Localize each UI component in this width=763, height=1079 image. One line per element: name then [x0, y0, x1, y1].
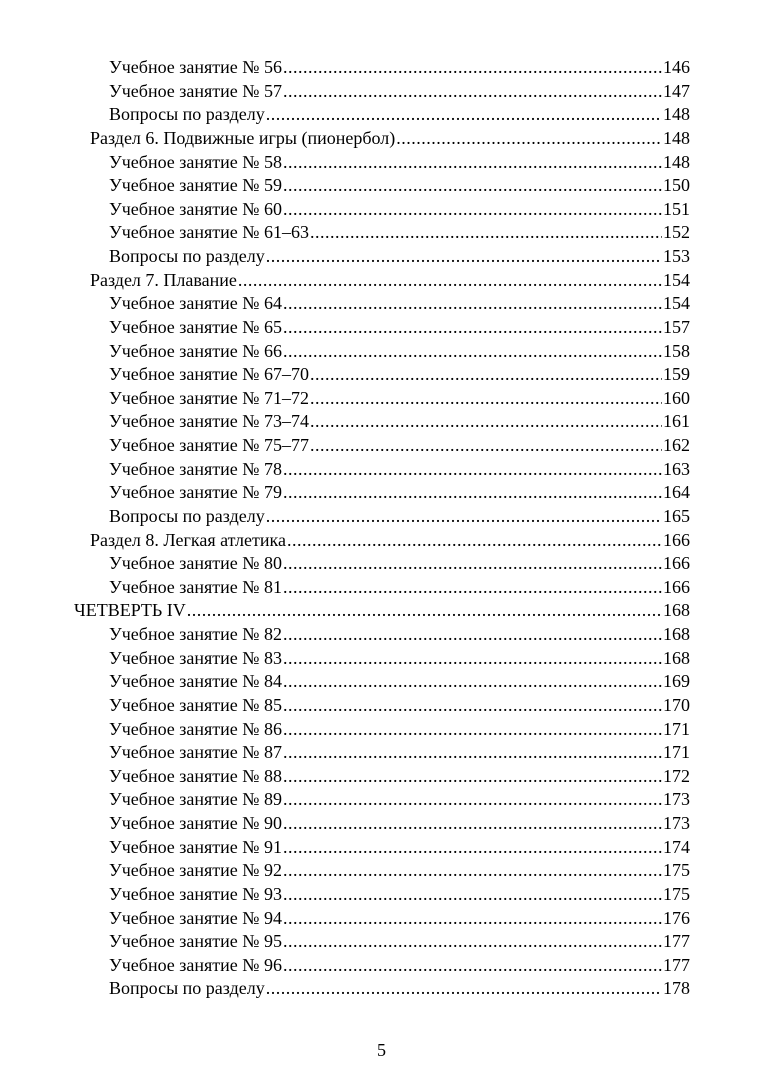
- toc-entry-line: [109, 859, 690, 883]
- dot-leader: [283, 788, 662, 812]
- toc-lesson-entry[interactable]: [109, 765, 763, 789]
- dot-leader: [283, 481, 662, 505]
- toc-entry-page-number: 172: [663, 765, 690, 786]
- toc-lesson-entry[interactable]: [109, 741, 763, 765]
- toc-entry-page-number: 166: [663, 529, 690, 550]
- toc-entry-line: [109, 198, 690, 222]
- dot-leader: [283, 907, 662, 931]
- toc-entry-page-number: 168: [663, 647, 690, 668]
- toc-entry-line: [109, 80, 690, 104]
- toc-entry-page-number: 173: [663, 789, 690, 810]
- toc-entry-title: Учебное занятие № 81: [109, 576, 282, 597]
- dot-leader: [238, 269, 662, 293]
- toc-entry-page-number: 148: [663, 104, 690, 125]
- toc-part-entry[interactable]: [74, 599, 763, 623]
- toc-entry-line: [109, 765, 690, 789]
- toc-entry-title: Вопросы по разделу: [109, 978, 265, 999]
- toc-entry-page-number: 174: [663, 836, 690, 857]
- toc-entry-line: [109, 552, 690, 576]
- toc-entry-page-number: 175: [663, 860, 690, 881]
- toc-entry-page-number: 147: [663, 80, 690, 101]
- dot-leader: [187, 599, 662, 623]
- toc-entry-line: [109, 718, 690, 742]
- toc-entry-title: Учебное занятие № 91: [109, 836, 282, 857]
- dot-leader: [283, 198, 662, 222]
- dot-leader: [283, 930, 662, 954]
- dot-leader: [266, 977, 662, 1001]
- toc-entry-line: [109, 954, 690, 978]
- toc-entry-page-number: 161: [663, 411, 690, 432]
- dot-leader: [283, 458, 662, 482]
- toc-lesson-entry[interactable]: [109, 80, 763, 104]
- toc-entry-title: Вопросы по разделу: [109, 505, 265, 526]
- toc-entry-page-number: 162: [663, 435, 690, 455]
- toc-entry-line: [90, 269, 690, 293]
- toc-lesson-entry[interactable]: [109, 788, 763, 812]
- toc-lesson-entry[interactable]: [109, 245, 763, 269]
- toc-entry-line: [109, 481, 690, 505]
- toc-lesson-entry[interactable]: [109, 103, 763, 127]
- toc-entry-line: [109, 741, 690, 765]
- toc-lesson-entry[interactable]: [109, 954, 763, 978]
- toc-entry-title: Вопросы по разделу: [109, 104, 265, 125]
- toc-entry-line: [109, 907, 690, 931]
- toc-lesson-entry[interactable]: [109, 552, 763, 576]
- dot-leader: [283, 883, 662, 907]
- toc-entry-title: Учебное занятие № 88: [109, 765, 282, 786]
- toc-lesson-entry[interactable]: [109, 458, 763, 482]
- toc-entry-title: Учебное занятие № 89: [109, 789, 282, 810]
- toc-lesson-entry[interactable]: [109, 410, 763, 434]
- dot-leader: [283, 174, 662, 198]
- toc-entry-line: [109, 977, 690, 1001]
- toc-section-entry[interactable]: [90, 127, 763, 151]
- dot-leader: [283, 623, 662, 647]
- toc-entry-title: ЧЕТВЕРТЬ IV: [74, 600, 186, 621]
- toc-entry-page-number: 154: [663, 269, 690, 290]
- toc-entry-line: [109, 788, 690, 812]
- toc-entry-title: Учебное занятие № 92: [109, 860, 282, 881]
- toc-entry-title: Учебное занятие № 60: [109, 198, 282, 219]
- toc-entry-title: Учебное занятие № 64: [109, 293, 282, 314]
- page-number: 5: [377, 1040, 386, 1060]
- toc-entry-title: Учебное занятие № 86: [109, 718, 282, 739]
- toc-entry-line: [109, 174, 690, 198]
- toc-entry-title: Учебное занятие № 80: [109, 553, 282, 574]
- toc-lesson-entry[interactable]: [109, 363, 763, 387]
- toc-entry-title: Учебное занятие № 67–70: [109, 364, 309, 385]
- toc-entry-page-number: 177: [663, 931, 690, 952]
- toc-entry-line: [109, 103, 690, 127]
- toc-entry-line: [109, 647, 690, 671]
- dot-leader: [283, 954, 662, 978]
- toc-lesson-entry[interactable]: [109, 930, 763, 954]
- toc-entry-line: [109, 458, 690, 482]
- toc-entry-line: [109, 151, 690, 175]
- toc-lesson-entry[interactable]: [109, 316, 763, 340]
- toc-entry-page-number: 178: [663, 978, 690, 999]
- dot-leader: [283, 647, 662, 671]
- dot-leader: [396, 127, 662, 151]
- toc-entry-page-number: 168: [663, 624, 690, 644]
- toc-lesson-entry[interactable]: [109, 481, 763, 505]
- toc-entry-title: Раздел 7. Плавание: [90, 269, 237, 290]
- dot-leader: [283, 552, 662, 576]
- dot-leader: [266, 103, 662, 127]
- toc-entry-page-number: 159: [663, 364, 690, 385]
- toc-entry-line: [109, 694, 690, 718]
- toc-entry-page-number: 157: [663, 316, 690, 337]
- toc-lesson-entry[interactable]: [109, 977, 763, 1001]
- toc-entry-page-number: 148: [663, 151, 690, 172]
- dot-leader: [283, 765, 662, 789]
- toc-lesson-entry[interactable]: [109, 836, 763, 860]
- toc-entry-title: Учебное занятие № 95: [109, 931, 282, 952]
- toc-entry-page-number: 177: [663, 954, 690, 975]
- toc-entry-title: Учебное занятие № 58: [109, 151, 282, 172]
- toc-entry-line: [109, 623, 690, 647]
- toc-entry-line: [109, 930, 690, 954]
- toc-lesson-entry[interactable]: [109, 694, 763, 718]
- toc-entry-page-number: 160: [663, 387, 690, 408]
- dot-leader: [266, 505, 662, 529]
- toc-lesson-entry[interactable]: [109, 221, 763, 245]
- toc-entry-line: [109, 505, 690, 529]
- toc-entry-page-number: 154: [663, 293, 690, 314]
- toc-entry-line: [109, 670, 690, 694]
- toc-entry-page-number: 166: [663, 553, 690, 574]
- toc-entry-title: Учебное занятие № 78: [109, 458, 282, 479]
- toc-entry-line: [74, 599, 690, 623]
- toc-entry-page-number: 151: [663, 198, 690, 219]
- toc-entry-title: Учебное занятие № 96: [109, 954, 282, 975]
- toc-entry-title: Учебное занятие № 87: [109, 742, 282, 763]
- toc-section-entry[interactable]: [90, 269, 763, 293]
- toc-entry-page-number: 169: [663, 671, 690, 692]
- toc-entry-title: Учебное занятие № 93: [109, 883, 282, 904]
- toc-lesson-entry[interactable]: [109, 718, 763, 742]
- toc-entry-page-number: 150: [663, 175, 690, 196]
- toc-entry-title: Учебное занятие № 61–63: [109, 222, 309, 243]
- toc-entry-line: [109, 316, 690, 340]
- toc-entry-page-number: 175: [663, 883, 690, 904]
- dot-leader: [283, 812, 662, 836]
- toc-entry-title: Учебное занятие № 94: [109, 907, 282, 928]
- toc-entry-line: [109, 56, 690, 80]
- toc-entry-page-number: 163: [663, 458, 690, 479]
- toc-lesson-entry[interactable]: [109, 859, 763, 883]
- toc-entry-title: Раздел 8. Легкая атлетика: [90, 529, 286, 550]
- dot-leader: [310, 387, 662, 411]
- dot-leader: [283, 576, 662, 600]
- dot-leader: [310, 363, 662, 387]
- toc-entry-page-number: 152: [663, 222, 690, 243]
- toc-entry-title: Вопросы по разделу: [109, 246, 265, 266]
- toc-entry-page-number: 164: [663, 482, 690, 503]
- toc-entry-title: Учебное занятие № 85: [109, 694, 282, 715]
- toc-entry-line: [109, 434, 690, 458]
- toc-entry-page-number: 170: [663, 694, 690, 715]
- dot-leader: [283, 151, 662, 175]
- toc-entry-line: [109, 340, 690, 364]
- toc-entry-title: Учебное занятие № 83: [109, 647, 282, 668]
- toc-entry-title: Учебное занятие № 57: [109, 80, 282, 101]
- toc-entry-line: [109, 292, 690, 316]
- toc-entry-title: Учебное занятие № 90: [109, 813, 282, 833]
- dot-leader: [310, 434, 662, 458]
- dot-leader: [266, 245, 662, 269]
- toc-entry-line: [109, 245, 690, 269]
- toc-entry-page-number: 171: [663, 718, 690, 739]
- toc-entry-line: [90, 127, 690, 151]
- toc-entry-page-number: 158: [663, 340, 690, 361]
- dot-leader: [283, 316, 662, 340]
- toc-entry-page-number: 146: [663, 57, 690, 77]
- table-of-contents: [0, 56, 763, 1001]
- toc-entry-line: [109, 410, 690, 434]
- toc-lesson-entry[interactable]: [109, 340, 763, 364]
- dot-leader: [283, 292, 662, 316]
- toc-entry-line: [90, 529, 690, 553]
- toc-lesson-entry[interactable]: [109, 576, 763, 600]
- toc-lesson-entry[interactable]: [109, 670, 763, 694]
- toc-entry-line: [109, 836, 690, 860]
- toc-entry-page-number: 153: [663, 246, 690, 266]
- toc-entry-title: Учебное занятие № 73–74: [109, 411, 309, 432]
- dot-leader: [283, 670, 662, 694]
- toc-lesson-entry[interactable]: [109, 434, 763, 458]
- toc-entry-line: [109, 387, 690, 411]
- toc-lesson-entry[interactable]: [109, 647, 763, 671]
- toc-entry-title: Учебное занятие № 65: [109, 316, 282, 337]
- toc-lesson-entry[interactable]: [109, 907, 763, 931]
- dot-leader: [310, 221, 662, 245]
- dot-leader: [283, 859, 662, 883]
- toc-entry-line: [109, 363, 690, 387]
- toc-entry-line: [109, 883, 690, 907]
- toc-entry-line: [109, 576, 690, 600]
- toc-entry-title: Учебное занятие № 71–72: [109, 387, 309, 408]
- toc-lesson-entry[interactable]: [109, 151, 763, 175]
- toc-entry-page-number: 165: [663, 505, 690, 526]
- toc-entry-title: Учебное занятие № 82: [109, 624, 282, 644]
- toc-section-entry[interactable]: [90, 529, 763, 553]
- toc-entry-title: Учебное занятие № 79: [109, 482, 282, 503]
- toc-entry-page-number: 148: [663, 127, 690, 148]
- toc-entry-title: Раздел 6. Подвижные игры (пионербол): [90, 127, 396, 148]
- toc-lesson-entry[interactable]: [109, 174, 763, 198]
- toc-entry-line: [109, 221, 690, 245]
- dot-leader: [283, 718, 662, 742]
- dot-leader: [283, 340, 662, 364]
- toc-entry-page-number: 166: [663, 576, 690, 597]
- dot-leader: [283, 836, 662, 860]
- dot-leader: [283, 80, 662, 104]
- toc-lesson-entry[interactable]: [109, 505, 763, 529]
- toc-entry-page-number: 176: [663, 907, 690, 928]
- toc-entry-title: Учебное занятие № 84: [109, 671, 282, 692]
- dot-leader: [287, 529, 662, 553]
- toc-entry-title: Учебное занятие № 59: [109, 175, 282, 196]
- toc-entry-title: Учебное занятие № 66: [109, 340, 282, 361]
- toc-entry-title: Учебное занятие № 75–77: [109, 435, 309, 455]
- toc-lesson-entry[interactable]: [109, 883, 763, 907]
- toc-lesson-entry[interactable]: [109, 623, 763, 647]
- toc-lesson-entry[interactable]: [109, 387, 763, 411]
- toc-lesson-entry[interactable]: [109, 198, 763, 222]
- dot-leader: [310, 410, 662, 434]
- dot-leader: [283, 694, 662, 718]
- dot-leader: [283, 56, 662, 80]
- toc-lesson-entry[interactable]: [109, 292, 763, 316]
- toc-entry-page-number: 173: [663, 813, 690, 833]
- toc-lesson-entry[interactable]: [109, 56, 763, 80]
- toc-entry-title: Учебное занятие № 56: [109, 57, 282, 77]
- toc-entry-page-number: 171: [663, 742, 690, 763]
- toc-lesson-entry[interactable]: [109, 812, 763, 836]
- toc-entry-line: [109, 812, 690, 836]
- toc-entry-page-number: 168: [663, 600, 690, 621]
- dot-leader: [283, 741, 662, 765]
